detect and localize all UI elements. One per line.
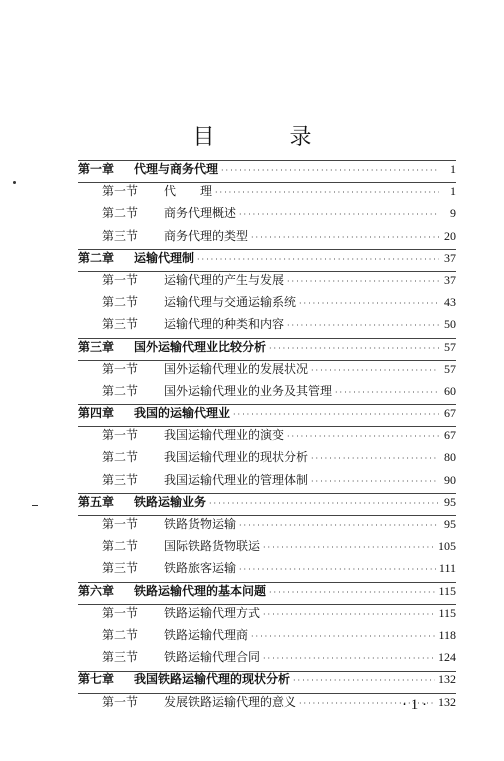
entry-title: 运输代理与交通运输系统: [164, 295, 297, 310]
entry-number: 第七章: [78, 672, 115, 687]
entry-number: 第一章: [78, 162, 115, 176]
entry-number: 第二节: [102, 627, 139, 642]
entry-number: 第二节: [102, 206, 139, 221]
entry-page-number: 37: [444, 272, 456, 287]
entry-page-number: 115: [438, 605, 456, 620]
entry-title: 铁路运输代理的基本问题: [134, 583, 267, 598]
toc-section-entry: [78, 604, 456, 626]
entry-title: 国际铁路货物联运: [164, 539, 261, 554]
toc-chapter-entry: [78, 160, 456, 182]
toc-section-entry: [78, 293, 456, 315]
entry-number: 第一节: [102, 361, 139, 376]
entry-page-number: 60: [444, 383, 456, 398]
entry-number: 第一节: [102, 272, 139, 287]
dot-leader: [311, 366, 439, 375]
entry-page-number: 20: [444, 228, 456, 243]
dot-leader: [269, 344, 439, 353]
dot-leader: [311, 477, 439, 486]
toc-section-entry: [78, 448, 456, 470]
entry-number: 第二节: [102, 383, 139, 398]
chapter-rule: [78, 426, 456, 427]
toc-section-entry: [78, 626, 456, 648]
entry-page-number: 132: [438, 672, 456, 687]
entry-number: 第一节: [102, 428, 139, 443]
toc-section-entry: [78, 515, 456, 537]
entry-number: 第五章: [78, 494, 115, 509]
chapter-rule: [78, 182, 456, 183]
entry-number: 第三节: [102, 650, 139, 665]
entry-title: 铁路运输业务: [134, 494, 207, 509]
entry-page-number: 9: [450, 206, 456, 221]
chapter-rule: [78, 360, 456, 361]
entry-title: 铁路运输代理方式: [164, 605, 261, 620]
entry-page-number: 90: [444, 472, 456, 487]
dot-leader: [239, 565, 436, 574]
toc-chapter-entry: [78, 404, 456, 426]
dot-leader: [311, 454, 439, 463]
entry-number: 第二节: [102, 295, 139, 310]
chapter-rule: [78, 515, 456, 516]
scan-speck: [13, 181, 16, 184]
entry-page-number: 132: [438, 694, 456, 709]
entry-page-number: 57: [444, 339, 456, 354]
scan-speck: [32, 505, 38, 506]
entry-page-number: 1: [450, 184, 456, 199]
dot-leader: [197, 255, 439, 264]
entry-page-number: 95: [444, 494, 456, 509]
dot-leader: [293, 676, 435, 685]
dot-leader: [263, 610, 435, 619]
dot-leader: [263, 543, 435, 552]
chapter-rule: [78, 493, 456, 494]
entry-page-number: 67: [444, 406, 456, 421]
dot-leader: [251, 632, 435, 641]
dot-leader: [239, 521, 439, 530]
toc-section-entry: [78, 693, 456, 715]
entry-title: 我国运输代理业的现状分析: [164, 450, 309, 465]
dot-leader: [215, 188, 439, 197]
dot-leader: [287, 321, 439, 330]
entry-title: 商务代理的类型: [164, 228, 249, 243]
toc-section-entry: [78, 227, 456, 249]
entry-title: 我国运输代理业的演变: [164, 428, 285, 443]
entry-number: 第一节: [102, 517, 139, 531]
table-of-contents: [78, 160, 456, 715]
entry-title: 运输代理制: [134, 250, 195, 265]
dot-leader: [239, 210, 439, 219]
entry-number: 第四章: [78, 406, 115, 421]
dot-leader: [221, 166, 439, 175]
chapter-rule: [78, 249, 456, 250]
page-title: 目 录: [192, 125, 346, 150]
entry-title: 我国运输代理业的管理体制: [164, 472, 309, 487]
entry-number: 第二章: [78, 250, 115, 265]
entry-title: 国外运输代理业的发展状况: [164, 361, 309, 376]
toc-section-entry: [78, 537, 456, 559]
chapter-rule: [78, 271, 456, 272]
dot-leader: [287, 432, 439, 441]
page-number-footer: · 1 ·: [402, 697, 427, 713]
dot-leader: [233, 410, 439, 419]
entry-number: 第三节: [102, 228, 139, 243]
dot-leader: [209, 499, 439, 508]
toc-section-entry: [78, 426, 456, 448]
dot-leader: [299, 299, 439, 308]
dot-leader: [269, 588, 435, 597]
entry-page-number: 57: [444, 361, 456, 376]
chapter-rule: [78, 582, 456, 583]
chapter-rule: [78, 160, 456, 161]
entry-title: 发展铁路运输代理的意义: [164, 694, 297, 709]
entry-number: 第三节: [102, 561, 139, 576]
entry-page-number: 111: [438, 561, 456, 576]
toc-chapter-entry: [78, 493, 456, 515]
entry-page-number: 43: [444, 295, 456, 310]
entry-title: 铁路运输代理商: [164, 627, 249, 642]
entry-title: 运输代理的种类和内容: [164, 317, 285, 332]
entry-number: 第三节: [102, 472, 139, 487]
entry-number: 第一节: [102, 184, 139, 199]
entry-page-number: 95: [444, 517, 456, 531]
toc-chapter-entry: [78, 249, 456, 271]
entry-page-number: 67: [444, 428, 456, 443]
entry-title: 国外运输代理业的业务及其管理: [164, 383, 333, 398]
toc-chapter-entry: [78, 338, 456, 360]
entry-title: 铁路运输代理合同: [164, 650, 261, 665]
entry-page-number: 105: [438, 539, 456, 554]
toc-section-entry: [78, 471, 456, 493]
entry-page-number: 1: [450, 162, 456, 176]
entry-number: 第一节: [102, 605, 139, 620]
dot-leader: [335, 388, 439, 397]
toc-section-entry: [78, 182, 456, 204]
entry-page-number: 115: [438, 583, 456, 598]
entry-title: 我国铁路运输代理的现状分析: [134, 672, 291, 687]
entry-title: 代理与商务代理: [134, 162, 219, 176]
dot-leader: [287, 277, 439, 286]
toc-section-entry: [78, 271, 456, 293]
entry-title: 商务代理概述: [164, 206, 237, 221]
toc-chapter-entry: [78, 582, 456, 604]
entry-title: 国外运输代理业比较分析: [134, 339, 267, 354]
toc-section-entry: [78, 360, 456, 382]
entry-number: 第三章: [78, 339, 115, 354]
toc-section-entry: [78, 382, 456, 404]
entry-page-number: 124: [438, 650, 456, 665]
entry-number: 第二节: [102, 539, 139, 554]
toc-section-entry: [78, 559, 456, 581]
dot-leader: [251, 233, 439, 242]
entry-number: 第一节: [102, 694, 139, 709]
entry-title: 铁路旅客运输: [164, 561, 237, 576]
toc-section-entry: [78, 315, 456, 337]
chapter-rule: [78, 404, 456, 405]
entry-page-number: 80: [444, 450, 456, 465]
toc-section-entry: [78, 204, 456, 226]
chapter-rule: [78, 604, 456, 605]
entry-title: 运输代理的产生与发展: [164, 272, 285, 287]
chapter-rule: [78, 693, 456, 694]
dot-leader: [263, 654, 435, 663]
entry-page-number: 37: [444, 250, 456, 265]
chapter-rule: [78, 671, 456, 672]
entry-number: 第六章: [78, 583, 115, 598]
entry-title: 我国的运输代理业: [134, 406, 231, 421]
entry-number: 第三节: [102, 317, 139, 332]
entry-number: 第二节: [102, 450, 139, 465]
entry-page-number: 118: [438, 627, 456, 642]
entry-page-number: 50: [444, 317, 456, 332]
chapter-rule: [78, 338, 456, 339]
entry-title: 铁路货物运输: [164, 517, 237, 531]
entry-title: 代 理: [164, 184, 213, 199]
toc-section-entry: [78, 648, 456, 670]
toc-chapter-entry: [78, 670, 456, 692]
